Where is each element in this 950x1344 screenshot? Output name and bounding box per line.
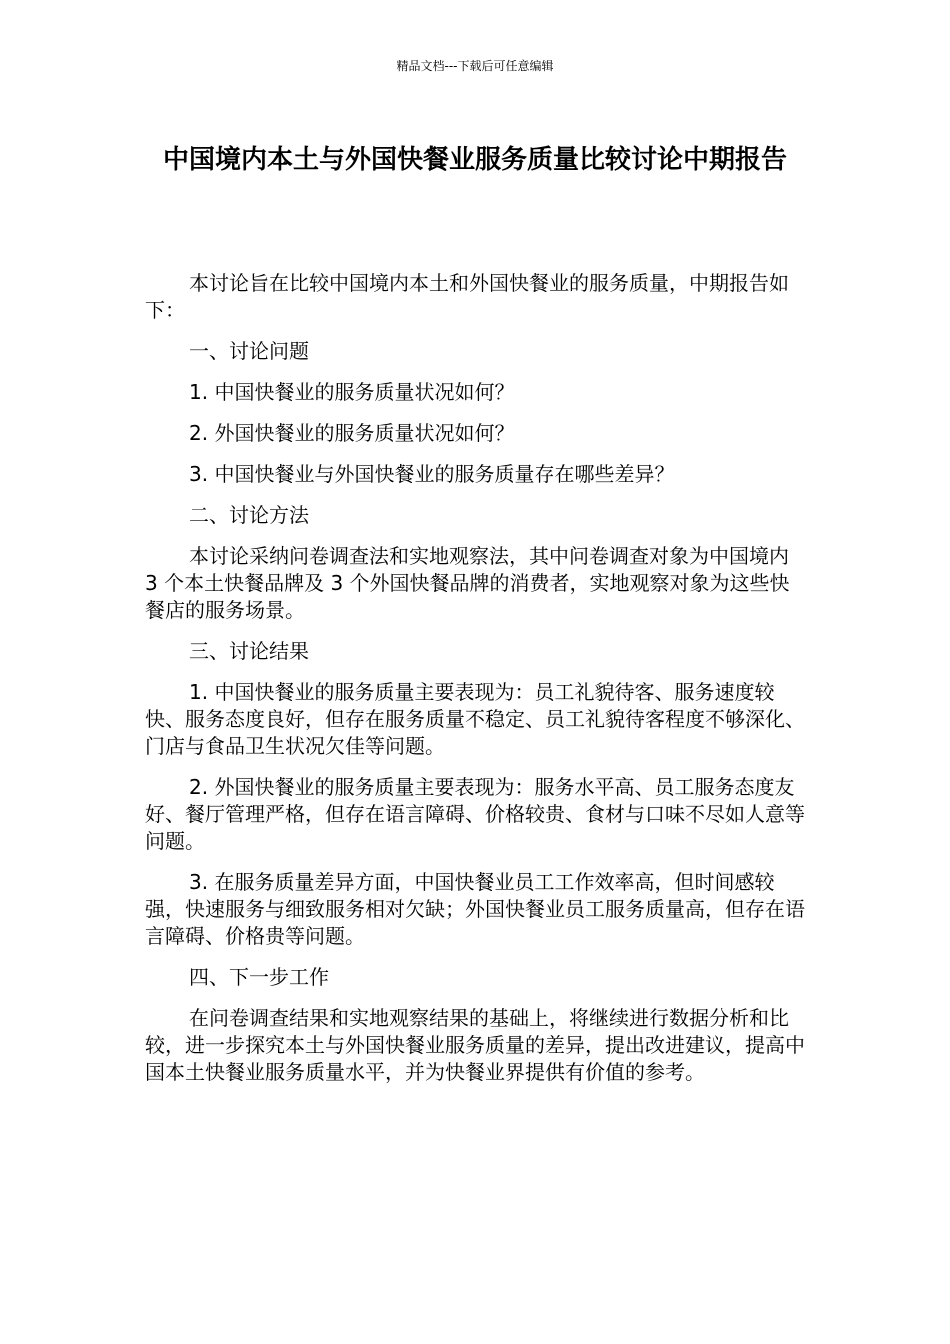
result-item: 3. 在服务质量差异方面，中国快餐业员工工作效率高，但时间感较强，快速服务与细致服务相对欠缺；外国快餐业员工服务质量高，但存在语言障碍、价格贵等问题。 xyxy=(145,870,805,948)
question-item: 3. 中国快餐业与外国快餐业的服务质量存在哪些差异？ xyxy=(189,462,675,486)
result-item: 2. 外国快餐业的服务质量主要表现为：服务水平高、员工服务态度友好、餐厅管理严格，但存在语言障碍、价格较贵、食材与口味不尽如人意等问题。 xyxy=(145,775,805,853)
intro-paragraph: 本讨论旨在比较中国境内本土和外国快餐业的服务质量，中期报告如下： xyxy=(145,271,789,322)
next-steps-paragraph: 在问卷调查结果和实地观察结果的基础上，将继续进行数据分析和比较，进一步探究本土与外国快餐业服务质量的差异，提出改进建议，提高中国本土快餐业服务质量水平，并为快餐业界提供有价值的参考。 xyxy=(145,1006,805,1084)
result-item: 1. 中国快餐业的服务质量主要表现为：员工礼貌待客、服务速度较快、服务态度良好，但存在服务质量不稳定、员工礼貌待客程度不够深化、门店与食品卫生状况欠佳等问题。 xyxy=(145,680,805,758)
question-item: 1. 中国快餐业的服务质量状况如何？ xyxy=(189,380,515,404)
document-body xyxy=(145,270,805,1100)
methods-paragraph: 本讨论采纳问卷调查法和实地观察法，其中问卷调查对象为中国境内 3 个本土快餐品牌及 3 个外国快餐品牌的消费者，实地观察对象为这些快餐店的服务场景。 xyxy=(145,544,790,622)
section-heading-next-steps: 四、下一步工作 xyxy=(189,965,329,989)
section-heading-methods: 二、讨论方法 xyxy=(189,503,309,527)
section-heading-results: 三、讨论结果 xyxy=(189,639,309,663)
question-item: 2. 外国快餐业的服务质量状况如何？ xyxy=(189,421,515,445)
document-title: 中国境内本土与外国快餐业服务质量比较讨论中期报告 xyxy=(162,145,787,175)
page-header: 精品文档---下载后可任意编辑 xyxy=(396,59,554,73)
section-heading-questions: 一、讨论问题 xyxy=(189,339,309,363)
